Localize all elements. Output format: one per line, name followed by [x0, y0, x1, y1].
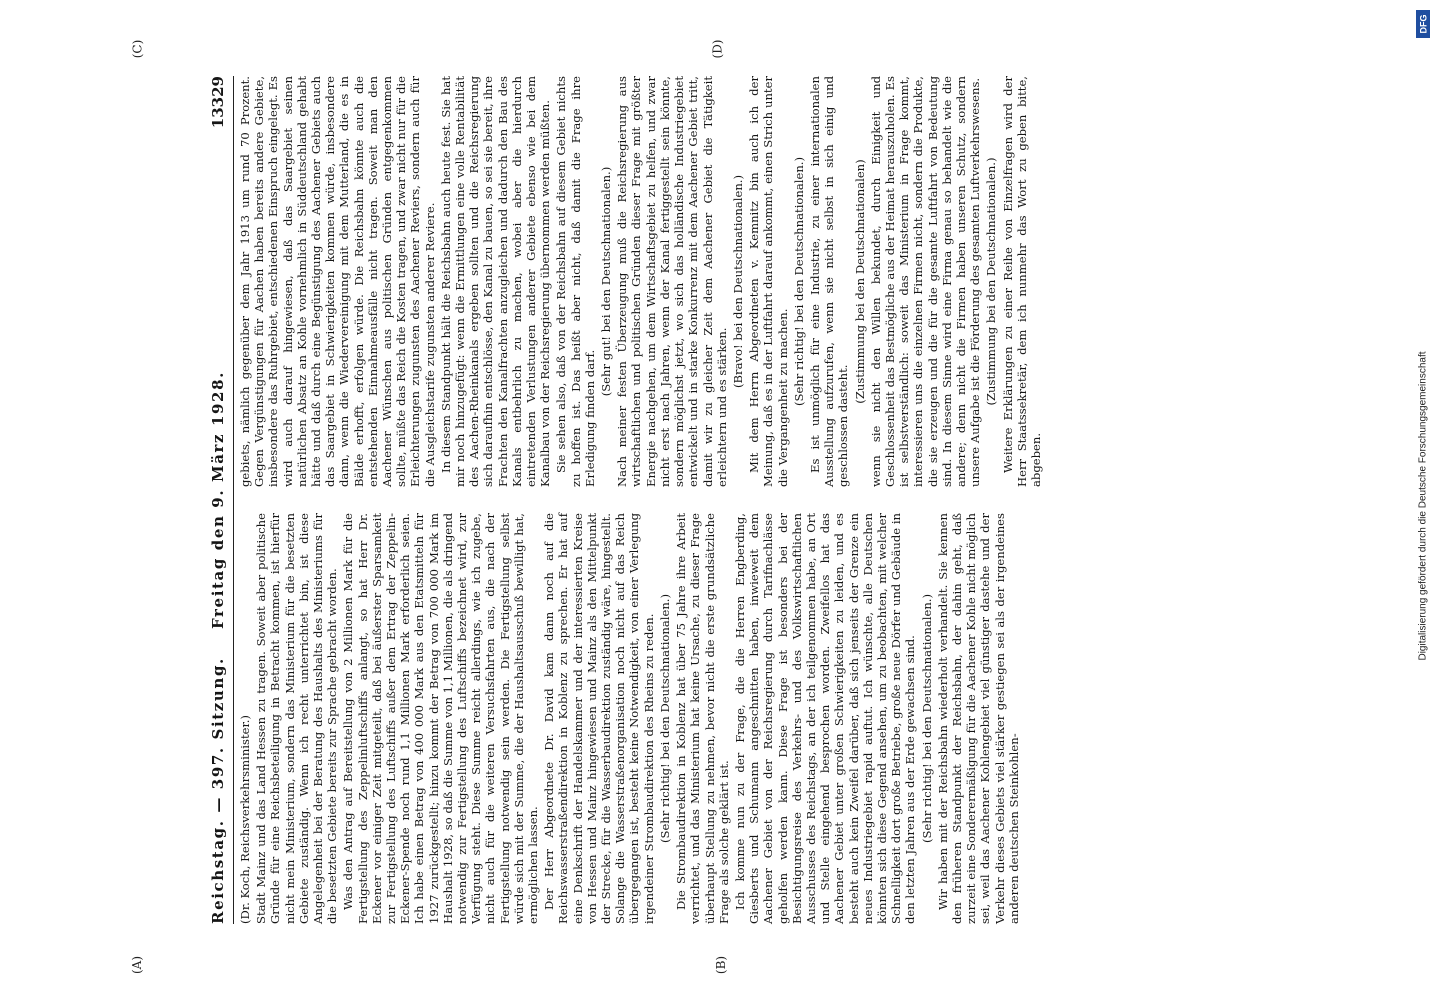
margin-mark-b: (B) [714, 955, 729, 975]
speaker-line: (Dr. Koch, Reichsverkehrsminister.) [238, 715, 252, 924]
paragraph: Nach meiner festen Überzeugung muß die Reichsregierung aus wirtschaftlichen und politischen Gründen dieser Frage mit größter Energie nachgehen, um dem Wirtschaftsgebiet zu helfen, und zwar nicht erst nach Jahren, wenn der Kanal fertiggestellt sein könnte, sondern möglichst jetzt, wo sich das holländische Industriegebiet entwickelt und in starke Konkurrenz mit dem Aachener Gebiet tritt, damit wir zu gleicher Zeit dem Aachener Gebiet die Tätigkeit erleichtern und es stärken. [615, 76, 729, 487]
paragraph: Weitere Erklärungen zu einer Reihe von Einzelfragen wird der Herr Staatssekretär, dem ich nunmehr das Wort zu geben bitte, abgeben. [1000, 76, 1043, 487]
dfg-credit-text: Digitalisierung gefördert durch die Deutsche Forschungsgemeinschaft [1417, 351, 1429, 661]
interjection: (Sehr richtig! bei den Deutschnationalen.) [657, 593, 672, 844]
paragraph: Sie sehen also, daß von der Reichsbahn auf diesem Gebiet nichts zu hoffen ist. Das heißt aber nicht, daß damit die Frage ihre Erledigung finden darf. [554, 76, 597, 487]
text-columns [238, 76, 1045, 924]
dfg-logo-text: DFG [1418, 14, 1428, 34]
margin-mark-d: (D) [710, 39, 725, 59]
document-page [197, 60, 1237, 940]
interjection: (Sehr richtig! bei den Deutschnationalen.) [919, 593, 934, 844]
paragraph: Es ist unmöglich für eine Industrie, zu einer internationalen Ausstellung aufzurufen, wenn sie nicht selbst in sich einig und geschlossen dasteht. [807, 76, 851, 487]
margin-mark-c: (C) [130, 39, 145, 59]
paragraph: Was den Antrag auf Bereitstellung von 2 Millionen Mark für die Fertigstellung des Zeppelinluftschiffs anlangt, so hat Herr Dr. Eckener vor einiger Zeit mitgeteilt, daß bei äußerster Sparsamkeit zur Fertigstellung des Luftschiffs außer dem Ertrag der Zeppelin-Eckener-Spende noch rund 1,1 Millionen Mark erforderlich seien. Ich habe einen Betrag von 400 000 Mark aus den Etatsmitteln für 1927 zurückgestellt; hinzu kommt der Betrag von 700 000 Mark im Haushalt 1928, so daß die Summe von 1,1 Millionen, die als dringend notwendig zur Fertigstellung des Luftschiffs bezeichnet wird, zur Verfügung steht. Diese Summe reicht allerdings, wie ich zugebe, nicht auch für die weiteren Versuchsfahrten aus, die nach der Fertigstellung notwendig sein werden. Die Fertigstellung selbst würde sich mit der Summe, die der Haushaltsausschuß bewilligt hat, ermöglichen lassen. [341, 513, 541, 924]
margin-mark-a: (A) [130, 955, 145, 975]
header-page-number: 13329 [209, 76, 227, 129]
paragraph: In diesem Standpunkt hält die Reichsbahn auch heute fest. Sie hat mir noch hinzugefügt: wenn die Ermittlungen eine volle Rentabilität des Aachen-Rheinkanals ergeben sollten und die Reichsregierung sich daraufhin entschlösse, den Kanal zu bauen, so sei sie bereit, ihre Frachten den Kanalfrachten anzugleichen und dadurch den Bau des Kanals entbehrlich zu machen, wobei aber die hierdurch eintretenden Verlustungen anderer Gebiete ebenso wie bei dem Kanalbau von der Reichsregierung übernommen werden müßten. [438, 76, 553, 487]
interjection: (Zustimmung bei den Deutschnationalen.) [984, 157, 999, 406]
right-column [238, 76, 1045, 487]
paragraph: Stadt Mainz und das Land Hessen zu tragen. Soweit aber politische Gründe für eine Reichsbeteiligung in Betracht kommen, ist hierfür nicht mein Ministerium, sondern das Ministerium für die besetzten Gebiete zuständig. Wenn ich recht unterrichtet bin, ist diese Angelegenheit bei der Beratung des Haushalts des Ministeriums für die besetzten Gebiete bereits zur Sprache gebracht worden. [254, 513, 340, 924]
left-column [238, 513, 1045, 924]
interjection: (Sehr gut! bei den Deutschnationalen.) [599, 166, 614, 397]
paragraph: Mit dem Herrn Abgeordneten v. Kemnitz bin auch ich der Meinung, daß es in der Luftfahrt darauf ankommt, einen Strich unter die Vergangenheit zu machen. [747, 76, 790, 487]
paragraph: gebiets, nämlich gegenüber dem Jahr 1913 um rund 70 Prozent. Gegen Vergünstigungen für Aachen haben bereits andere Gebiete, insbesondere das Ruhrgebiet, entschiedenen Einspruch eingelegt. Es wird auch darauf hingewiesen, daß das Saargebiet seinen natürlichen Absatz an Kohle vornehmlich in Süddeutschland gehabt hätte und daß durch eine Begünstigung des Aachener Gebiets auch das Saargebiet in Schwierigkeiten kommen würde, insbesondere dann, wenn die Wiedervereinigung mit dem Mutterland, die es in Bälde erhofft, erfolgen würde. Die Reichsbahn könnte auch die entstehenden Einnahmeausfälle nicht tragen. Soweit man den Aachener Wünschen aus politischen Gründen entgegenkommen sollte, müßte das Reich die Kosten tragen, und zwar nicht nur für die Erleichterungen zugunsten des Aachener Reviers, sondern auch für die Ausgleichstarife zugunsten anderer Reviere. [238, 76, 437, 487]
paragraph: Der Herr Abgeordnete Dr. David kam dann noch auf die Reichswasserstraßendirektion in Koblenz zu sprechen. Er hat auf eine Denkschrift der Handelskammer und der interessierten Kreise von Hessen und Mainz hingewiesen und Mainz als den Mittelpunkt der Strecke, für die Wasserbaudirektion zuständig wäre, hingestellt. Solange die Wasserstraßenorganisation noch nicht auf das Reich übergegangen ist, besteht keine Notwendigkeit, von einer Verlegung irgendeiner Strombaudirektion des Rheins zu reden. [542, 513, 656, 924]
page-header [207, 76, 234, 924]
interjection: (Bravo! bei den Deutschnationalen.) [730, 174, 745, 389]
paragraph: wenn sie nicht den Willen bekundet, durch Einigkeit und Geschlossenheit das Bestmögliche aus der Heimat herauszuholen. Es ist selbstverständlich: soweit das Ministerium in Frage kommt, interessieren uns die einzelnen Firmen nicht, sondern die Produkte, die sie erzeugen und die für die gesamte Luftfahrt von Bedeutung sind. In diesem Sinne wird eine Firma genau so behandelt wie die andere; denn nicht die Firmen haben unseren Schutz, sondern unsere Aufgabe ist die Förderung des gesamten Luftverkehrswesens. [868, 76, 983, 487]
paragraph: Die Strombaudirektion in Koblenz hat über 75 Jahre ihre Arbeit verrichtet, und das Ministerium hat keine Ursache, zu dieser Frage überhaupt Stellung zu nehmen, bevor nicht die erste grundsätzliche Frage als solche geklärt ist. [674, 513, 731, 924]
header-session: Reichstag. — 397. Sitzung. [209, 657, 227, 924]
dfg-logo-icon [1416, 10, 1430, 38]
interjection: (Zustimmung bei den Deutschnationalen) [852, 159, 867, 404]
dfg-credit-strip [1416, 6, 1430, 1000]
paragraph: Wir haben mit der Reichsbahn wiederholt verhandelt. Sie kennen den früheren Standpunkt der Reichsbahn, der dahin geht, daß zurzeit eine Sonderermäßigung für die Aachener Kohle nicht möglich sei, weil das Aachener Kohlengebiet viel günstiger dastehe und der Verkehr dieses Gebiets viel stärker gestiegen sei als der irgendeines anderen deutschen Steinkohlen- [935, 513, 1021, 924]
interjection: (Sehr richtig! bei den Deutschnationalen.) [791, 156, 806, 407]
paragraph: Ich komme nun zu der Frage, die die Herren Engberding, Giesberts und Schumann angeschnitten haben, inwieweit dem Aachener Gebiet von der Reichsregierung durch Tarifnachlässe geholfen werden kann. Diese Frage ist besonders bei der Besichtigungsreise des Verkehrs- und des Volkswirtschaftlichen Ausschusses des Reichstags, an der ich teilgenommen habe, an Ort und Stelle eingehend besprochen worden. Zweifellos hat das Aachener Gebiet unter großen Schwierigkeiten zu leiden, und es besteht auch kein Zweifel darüber, daß sich jenseits der Grenze ein neues Industriegebiet rapid auftut. Ich wünschte, alle Deutschen könnten sich diese Gegend ansehen, um zu beobachten, mit welcher Schnelligkeit dort große Betriebe, große neue Dörfer und Gebäude in den letzten Jahren aus der Erde gewachsen sind. [732, 513, 918, 924]
header-date: Freitag den 9. März 1928. [209, 371, 227, 629]
